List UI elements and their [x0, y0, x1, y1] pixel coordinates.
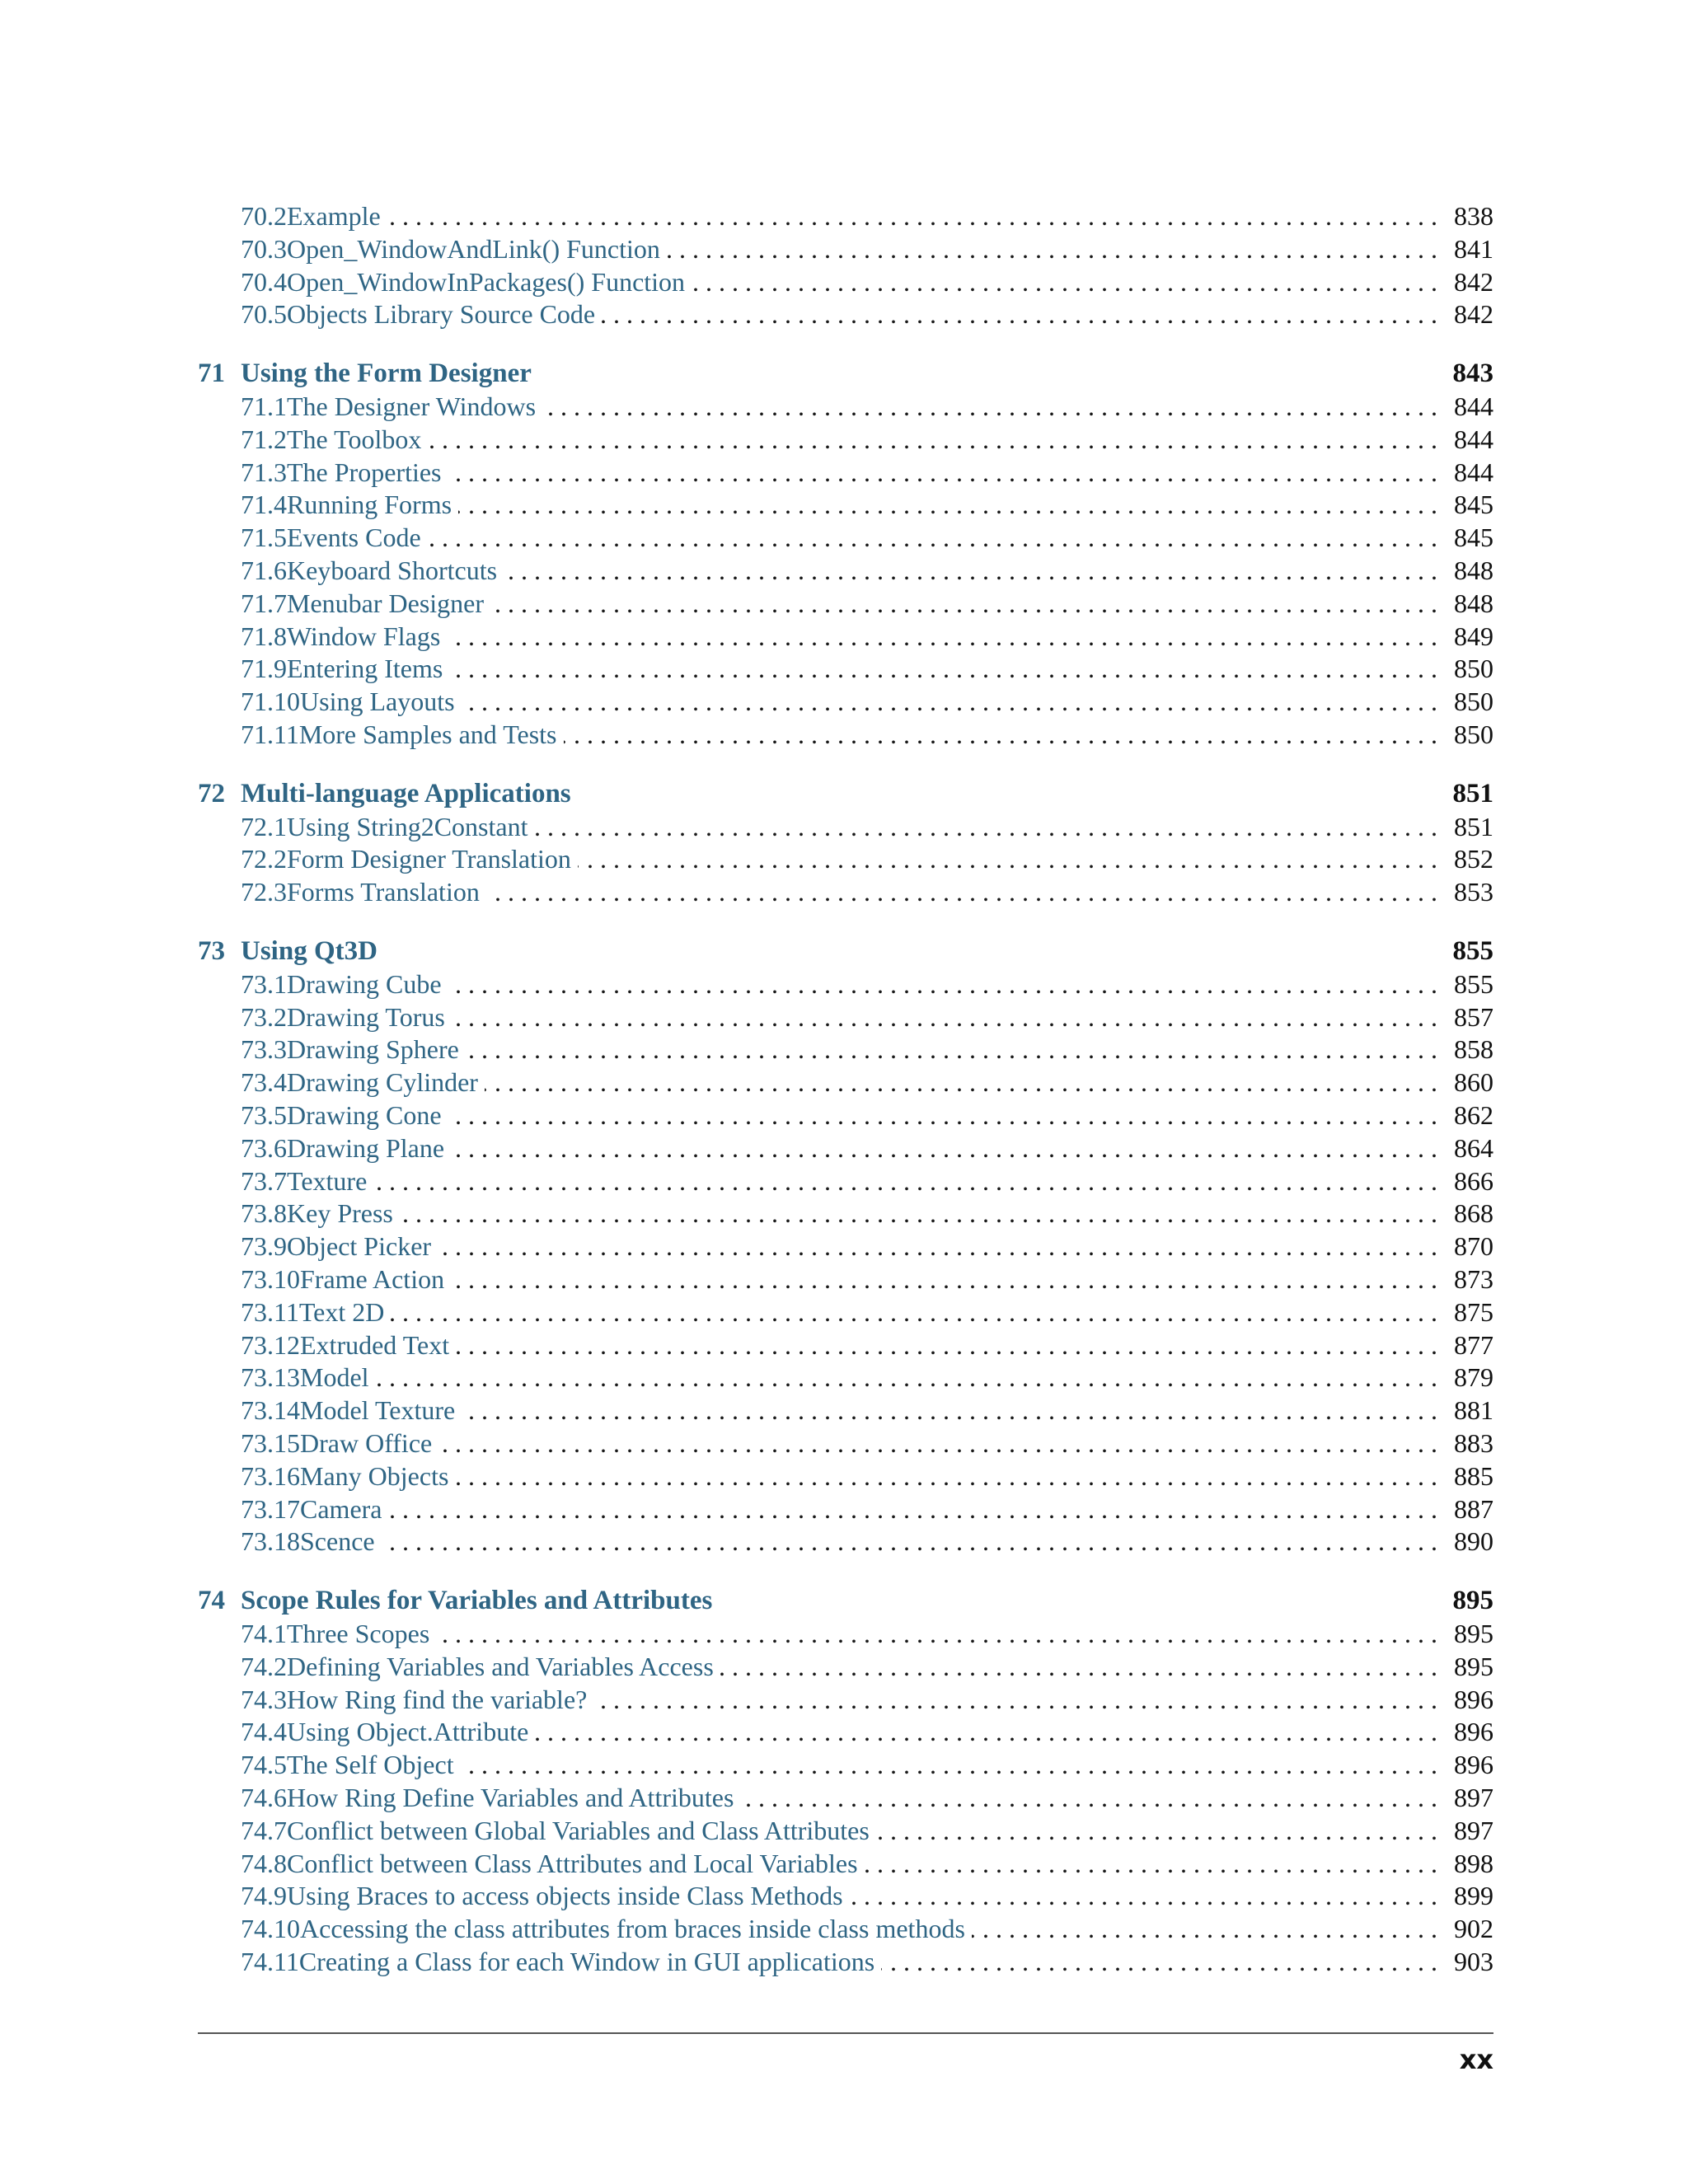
toc-entry-page[interactable]: 895: [1454, 1618, 1493, 1648]
toc-entry-title[interactable]: Running Forms: [287, 489, 452, 519]
toc-entry-number: 73.9: [241, 1230, 287, 1261]
dot-leader: [461, 1748, 1437, 1781]
toc-section-entry[interactable]: [198, 199, 1493, 232]
toc-entry-number: 73.3: [241, 1033, 287, 1064]
dot-leader: [593, 1683, 1437, 1716]
toc-entry-title[interactable]: Scence: [300, 1526, 375, 1556]
toc-entry-title[interactable]: Drawing Torus: [287, 1001, 445, 1032]
dot-leader: [400, 1197, 1437, 1230]
toc-section-entry[interactable]: [198, 1650, 1493, 1683]
toc-entry-number: 73.12: [241, 1329, 300, 1360]
toc-chapter-entry[interactable]: [198, 935, 1493, 968]
toc-entry-page[interactable]: 896: [1454, 1749, 1493, 1779]
toc-section-entry[interactable]: [198, 1525, 1493, 1558]
toc-section-entry[interactable]: [198, 1099, 1493, 1132]
toc-entry-number: 74.7: [241, 1815, 287, 1845]
toc-section-entry[interactable]: [198, 1296, 1493, 1329]
toc-entry-title[interactable]: Many Objects: [300, 1460, 449, 1491]
toc-entry-title[interactable]: Object Picker: [287, 1230, 432, 1261]
dot-leader: [667, 232, 1437, 265]
toc-entry-title[interactable]: Drawing Cone: [287, 1099, 442, 1130]
toc-entry-title[interactable]: Menubar Designer: [287, 588, 485, 618]
toc-chapter-entry[interactable]: [198, 777, 1493, 810]
toc-entry-page[interactable]: 897: [1454, 1815, 1493, 1845]
toc-entry-page[interactable]: 841: [1454, 233, 1493, 264]
toc-entry-page[interactable]: 850: [1454, 653, 1493, 683]
toc-section-entry[interactable]: [198, 1230, 1493, 1263]
toc-section-entry[interactable]: [198, 652, 1493, 685]
toc-entry-title[interactable]: Scope Rules for Variables and Attributes: [241, 1585, 713, 1615]
toc-section-entry[interactable]: [198, 1001, 1493, 1033]
toc-entry-number: 70.3: [241, 233, 287, 264]
toc-section-entry[interactable]: [198, 1847, 1493, 1880]
toc-entry-number: 70.5: [241, 298, 287, 329]
toc-section-entry[interactable]: [198, 587, 1493, 620]
dot-leader: [438, 1230, 1437, 1263]
toc-section-entry[interactable]: [198, 1493, 1493, 1526]
toc-entry-number: 73.17: [241, 1493, 300, 1524]
toc-section-entry[interactable]: [198, 1394, 1493, 1427]
toc-entry-number: 73: [198, 935, 225, 966]
toc-entry-page[interactable]: 848: [1454, 555, 1493, 585]
toc-entry-title[interactable]: Open_WindowAndLink() Function: [287, 233, 660, 264]
dot-leader: [451, 1263, 1437, 1296]
dot-leader: [720, 1650, 1437, 1683]
toc-entry-title[interactable]: Drawing Sphere: [287, 1033, 459, 1064]
dot-leader: [428, 423, 1437, 456]
toc-entry-title[interactable]: Keyboard Shortcuts: [287, 555, 498, 585]
toc-entry-number: 73.1: [241, 968, 287, 999]
toc-entry-page[interactable]: 868: [1454, 1197, 1493, 1228]
toc-entry-page[interactable]: 852: [1454, 843, 1493, 874]
dot-leader: [389, 1493, 1438, 1526]
dot-leader: [504, 554, 1437, 587]
toc-entry-number: 71.6: [241, 555, 287, 585]
dot-leader: [740, 1781, 1437, 1814]
toc-entry-page[interactable]: 899: [1454, 1880, 1493, 1910]
dot-leader: [448, 1099, 1437, 1132]
dot-leader: [376, 1361, 1437, 1394]
toc-entry-page[interactable]: 842: [1454, 298, 1493, 329]
toc-entry-page[interactable]: 870: [1454, 1230, 1493, 1261]
dot-leader: [466, 1033, 1437, 1066]
toc-entry-title[interactable]: Texture: [287, 1165, 368, 1196]
toc-entry-page[interactable]: 851: [1452, 778, 1493, 808]
toc-entry-number: 72.3: [241, 876, 287, 907]
toc-section-entry[interactable]: [198, 390, 1493, 423]
toc-section-entry[interactable]: [198, 456, 1493, 489]
toc-entry-number: 73.10: [241, 1263, 300, 1294]
toc-entry-title[interactable]: Key Press: [287, 1197, 393, 1228]
toc-entry-number: 71: [198, 358, 225, 388]
toc-entry-title[interactable]: Drawing Cube: [287, 968, 442, 999]
toc-section-entry[interactable]: [198, 1781, 1493, 1814]
toc-entry-number: 73.2: [241, 1001, 287, 1032]
toc-section-entry[interactable]: [198, 1197, 1493, 1230]
dot-leader: [373, 1165, 1437, 1197]
toc-entry-number: 74.6: [241, 1782, 287, 1812]
dot-leader: [458, 488, 1437, 521]
toc-section-entry[interactable]: [198, 1912, 1493, 1945]
toc-entry-page[interactable]: 848: [1454, 588, 1493, 618]
toc-entry-number: 71.10: [241, 686, 300, 716]
toc-entry-title[interactable]: Conflict between Class Attributes and Local Variables: [287, 1848, 858, 1878]
toc-entry-page[interactable]: 849: [1454, 621, 1493, 651]
toc-entry-title[interactable]: Example: [287, 200, 381, 231]
toc-entry-number: 73.8: [241, 1197, 287, 1228]
toc-section-entry[interactable]: [198, 620, 1493, 653]
toc-entry-title[interactable]: Using Layouts: [300, 686, 455, 716]
toc-entry-number: 73.13: [241, 1361, 300, 1392]
toc-entry-page[interactable]: 898: [1454, 1848, 1493, 1878]
toc-section-entry[interactable]: [198, 875, 1493, 908]
toc-entry-title[interactable]: Using Object.Attribute: [287, 1716, 529, 1746]
toc-entry-number: 73.4: [241, 1066, 287, 1097]
dot-leader: [876, 1814, 1437, 1847]
toc-entry-title[interactable]: Using String2Constant: [287, 811, 528, 841]
dot-leader: [578, 842, 1437, 875]
toc-entry-title[interactable]: Accessing the class attributes from braces inside class methods: [300, 1913, 965, 1943]
toc-entry-page[interactable]: 881: [1454, 1394, 1493, 1425]
toc-entry-title[interactable]: Drawing Cylinder: [287, 1066, 478, 1097]
toc-entry-title[interactable]: The Designer Windows: [287, 391, 537, 421]
toc-entry-page[interactable]: 838: [1454, 200, 1493, 231]
toc-entry-number: 73.11: [241, 1296, 299, 1327]
toc-section-entry[interactable]: [198, 1715, 1493, 1748]
toc-entry-title[interactable]: Using Braces to access objects inside Class Methods: [287, 1880, 843, 1910]
toc-section-entry[interactable]: [198, 521, 1493, 554]
toc-entry-number: 70.4: [241, 266, 287, 297]
dot-leader: [455, 1460, 1437, 1493]
toc-entry-number: 71.9: [241, 653, 287, 683]
toc-entry-title[interactable]: Entering Items: [287, 653, 443, 683]
toc-section-entry[interactable]: [198, 1361, 1493, 1394]
toc-entry-page[interactable]: 857: [1454, 1001, 1493, 1032]
dot-leader: [534, 810, 1437, 843]
toc-entry-number: 73.16: [241, 1460, 300, 1491]
dot-leader: [485, 1066, 1437, 1099]
toc-entry-page[interactable]: 895: [1454, 1651, 1493, 1681]
toc-entry-page[interactable]: 842: [1454, 266, 1493, 297]
dot-leader: [428, 521, 1437, 554]
page-number: xx: [1459, 2044, 1493, 2075]
toc-entry-number: 71.3: [241, 457, 287, 487]
toc-entry-number: 72: [198, 778, 225, 808]
toc-entry-number: 74.3: [241, 1684, 287, 1714]
toc-section-entry[interactable]: [198, 1814, 1493, 1847]
toc-entry-page[interactable]: 877: [1454, 1329, 1493, 1360]
toc-entry-title[interactable]: Forms Translation: [287, 876, 480, 907]
toc-section-entry[interactable]: [198, 232, 1493, 265]
toc-section-entry[interactable]: [198, 1033, 1493, 1066]
toc-entry-title[interactable]: Model Texture: [300, 1394, 456, 1425]
toc-entry-page[interactable]: 845: [1454, 489, 1493, 519]
toc-entry-number: 74.5: [241, 1749, 287, 1779]
toc-section-entry[interactable]: [198, 554, 1493, 587]
dot-leader: [462, 685, 1437, 718]
toc-entry-title[interactable]: Drawing Plane: [287, 1132, 445, 1163]
toc-section-entry[interactable]: [198, 265, 1493, 298]
toc-entry-title[interactable]: Text 2D: [298, 1296, 385, 1327]
toc-entry-page[interactable]: 843: [1452, 358, 1493, 388]
dot-leader: [865, 1847, 1437, 1880]
toc-entry-title[interactable]: Extruded Text: [300, 1329, 450, 1360]
dot-leader: [564, 718, 1438, 751]
toc-entry-title[interactable]: The Self Object: [287, 1749, 454, 1779]
toc-entry-page[interactable]: 845: [1454, 522, 1493, 552]
toc-entry-page[interactable]: 844: [1454, 391, 1493, 421]
toc-section-entry[interactable]: [198, 968, 1493, 1001]
toc-entry-page[interactable]: 896: [1454, 1716, 1493, 1746]
toc-entry-page[interactable]: 875: [1454, 1296, 1493, 1327]
toc-entry-page[interactable]: 850: [1454, 686, 1493, 716]
toc-entry-title[interactable]: Using the Form Designer: [241, 358, 532, 388]
toc-entry-number: 70.2: [241, 200, 287, 231]
dot-leader: [850, 1879, 1437, 1912]
toc-entry-title[interactable]: Events Code: [287, 522, 421, 552]
toc-entry-number: 71.4: [241, 489, 287, 519]
toc-entry-page[interactable]: 860: [1454, 1066, 1493, 1097]
toc-section-entry[interactable]: [198, 1460, 1493, 1493]
toc-entry-page[interactable]: 887: [1454, 1493, 1493, 1524]
toc-entry-number: 73.18: [241, 1526, 300, 1556]
toc-entry-page[interactable]: 890: [1454, 1526, 1493, 1556]
toc-entry-title[interactable]: Model: [300, 1361, 369, 1392]
toc-section-entry[interactable]: [198, 1165, 1493, 1197]
toc-entry-number: 73.14: [241, 1394, 300, 1425]
toc-entry-number: 74.4: [241, 1716, 287, 1746]
toc-entry-number: 71.2: [241, 424, 287, 454]
toc-entry-page[interactable]: 896: [1454, 1684, 1493, 1714]
toc-entry-page[interactable]: 851: [1454, 811, 1493, 841]
toc-entry-title[interactable]: Objects Library Source Code: [287, 298, 596, 329]
toc-entry-page[interactable]: 855: [1452, 935, 1493, 966]
toc-entry-page[interactable]: 866: [1454, 1165, 1493, 1196]
toc-entry-page[interactable]: 902: [1454, 1913, 1493, 1943]
toc-entry-page[interactable]: 873: [1454, 1263, 1493, 1294]
toc-chapter-entry[interactable]: [198, 1584, 1493, 1617]
toc-entry-page[interactable]: 883: [1454, 1427, 1493, 1458]
toc-entry-title[interactable]: Three Scopes: [287, 1618, 430, 1648]
dot-leader: [436, 1617, 1437, 1650]
toc-section-entry[interactable]: [198, 1683, 1493, 1716]
toc-section-entry[interactable]: [198, 1132, 1493, 1165]
toc-entry-page[interactable]: 844: [1454, 424, 1493, 454]
toc-entry-title[interactable]: How Ring find the variable?: [287, 1684, 588, 1714]
toc-entry-title[interactable]: Using Qt3D: [241, 935, 377, 966]
toc-entry-number: 74: [198, 1585, 225, 1615]
toc-entry-number: 71.1: [241, 391, 287, 421]
toc-chapter-entry[interactable]: [198, 357, 1493, 390]
toc-entry-title[interactable]: The Properties: [287, 457, 442, 487]
toc-entry-number: 74.1: [241, 1618, 287, 1648]
toc-entry-title[interactable]: Draw Office: [300, 1427, 433, 1458]
toc-entry-number: 73.7: [241, 1165, 287, 1196]
dot-leader: [452, 1001, 1437, 1033]
toc-entry-page[interactable]: 903: [1454, 1946, 1493, 1976]
toc-entry-page[interactable]: 864: [1454, 1132, 1493, 1163]
toc-entry-title[interactable]: Camera: [300, 1493, 382, 1524]
toc-entry-title[interactable]: How Ring Define Variables and Attributes: [287, 1782, 734, 1812]
dot-leader: [972, 1912, 1437, 1945]
footer-divider: [198, 2032, 1493, 2034]
toc-entry-title[interactable]: Window Flags: [287, 621, 441, 651]
toc-entry-title[interactable]: Open_WindowInPackages() Function: [287, 266, 686, 297]
dot-leader: [486, 875, 1437, 908]
toc-entry-title[interactable]: Conflict between Global Variables and Class Attributes: [287, 1815, 870, 1845]
dot-leader: [451, 1132, 1437, 1165]
toc-section-entry[interactable]: [198, 298, 1493, 330]
toc-section-entry[interactable]: [198, 1263, 1493, 1296]
toc-entry-page[interactable]: 879: [1454, 1361, 1493, 1392]
dot-leader: [535, 1715, 1437, 1748]
dot-leader: [490, 587, 1437, 620]
toc-entry-page[interactable]: 844: [1454, 457, 1493, 487]
toc-entry-page[interactable]: 850: [1454, 719, 1493, 749]
toc-entry-number: 72.1: [241, 811, 287, 841]
toc-entry-title[interactable]: The Toolbox: [287, 424, 422, 454]
toc-entry-number: 71.11: [241, 719, 299, 749]
toc-entry-page[interactable]: 855: [1454, 968, 1493, 999]
toc-entry-page[interactable]: 858: [1454, 1033, 1493, 1064]
toc-entry-title[interactable]: Defining Variables and Variables Access: [287, 1651, 714, 1681]
dot-leader: [448, 968, 1437, 1001]
toc-entry-title[interactable]: Multi-language Applications: [241, 778, 571, 808]
toc-entry-number: 74.11: [241, 1946, 299, 1976]
toc-entry-number: 74.9: [241, 1880, 287, 1910]
toc-entry-number: 72.2: [241, 843, 287, 874]
toc-section-entry[interactable]: [198, 1329, 1493, 1361]
toc-entry-page[interactable]: 895: [1452, 1585, 1493, 1615]
dot-leader: [448, 456, 1438, 489]
dot-leader: [602, 298, 1437, 330]
dot-leader: [462, 1394, 1437, 1427]
toc-entry-number: 71.7: [241, 588, 287, 618]
dot-leader: [447, 620, 1437, 653]
toc-entry-title[interactable]: Creating a Class for each Window in GUI applications: [298, 1946, 875, 1976]
toc-section-entry[interactable]: [198, 1748, 1493, 1781]
toc-entry-number: 74.10: [241, 1913, 300, 1943]
dot-leader: [387, 199, 1437, 232]
toc-section-entry[interactable]: [198, 488, 1493, 521]
toc-section-entry[interactable]: [198, 810, 1493, 843]
toc-section-entry[interactable]: [198, 1066, 1493, 1099]
toc-entry-number: 71.5: [241, 522, 287, 552]
toc-section-entry[interactable]: [198, 1945, 1493, 1978]
toc-entry-number: 74.8: [241, 1848, 287, 1878]
toc-entry-number: 73.5: [241, 1099, 287, 1130]
toc-section-entry[interactable]: [198, 842, 1493, 875]
dot-leader: [881, 1945, 1437, 1978]
dot-leader: [438, 1427, 1437, 1460]
toc-entry-number: 73.6: [241, 1132, 287, 1163]
dot-leader: [456, 1329, 1437, 1361]
toc-entry-page[interactable]: 897: [1454, 1782, 1493, 1812]
toc-entry-number: 73.15: [241, 1427, 300, 1458]
toc-entry-number: 71.8: [241, 621, 287, 651]
toc-entry-page[interactable]: 853: [1454, 876, 1493, 907]
dot-leader: [382, 1525, 1437, 1558]
toc-entry-title[interactable]: Form Designer Translation: [287, 843, 571, 874]
dot-leader: [692, 265, 1437, 298]
dot-leader: [391, 1296, 1437, 1329]
toc-section-entry[interactable]: [198, 685, 1493, 718]
toc-entry-number: 74.2: [241, 1651, 287, 1681]
dot-leader: [542, 390, 1437, 423]
toc-section-entry[interactable]: [198, 423, 1493, 456]
toc-section-entry[interactable]: [198, 1617, 1493, 1650]
toc-entry-page[interactable]: 862: [1454, 1099, 1493, 1130]
toc-entry-title[interactable]: More Samples and Tests: [298, 719, 557, 749]
toc-section-entry[interactable]: [198, 1427, 1493, 1460]
dot-leader: [449, 652, 1437, 685]
toc-entry-page[interactable]: 885: [1454, 1460, 1493, 1491]
toc-section-entry[interactable]: [198, 1879, 1493, 1912]
toc-entry-title[interactable]: Frame Action: [300, 1263, 445, 1294]
toc-section-entry[interactable]: [198, 718, 1493, 751]
